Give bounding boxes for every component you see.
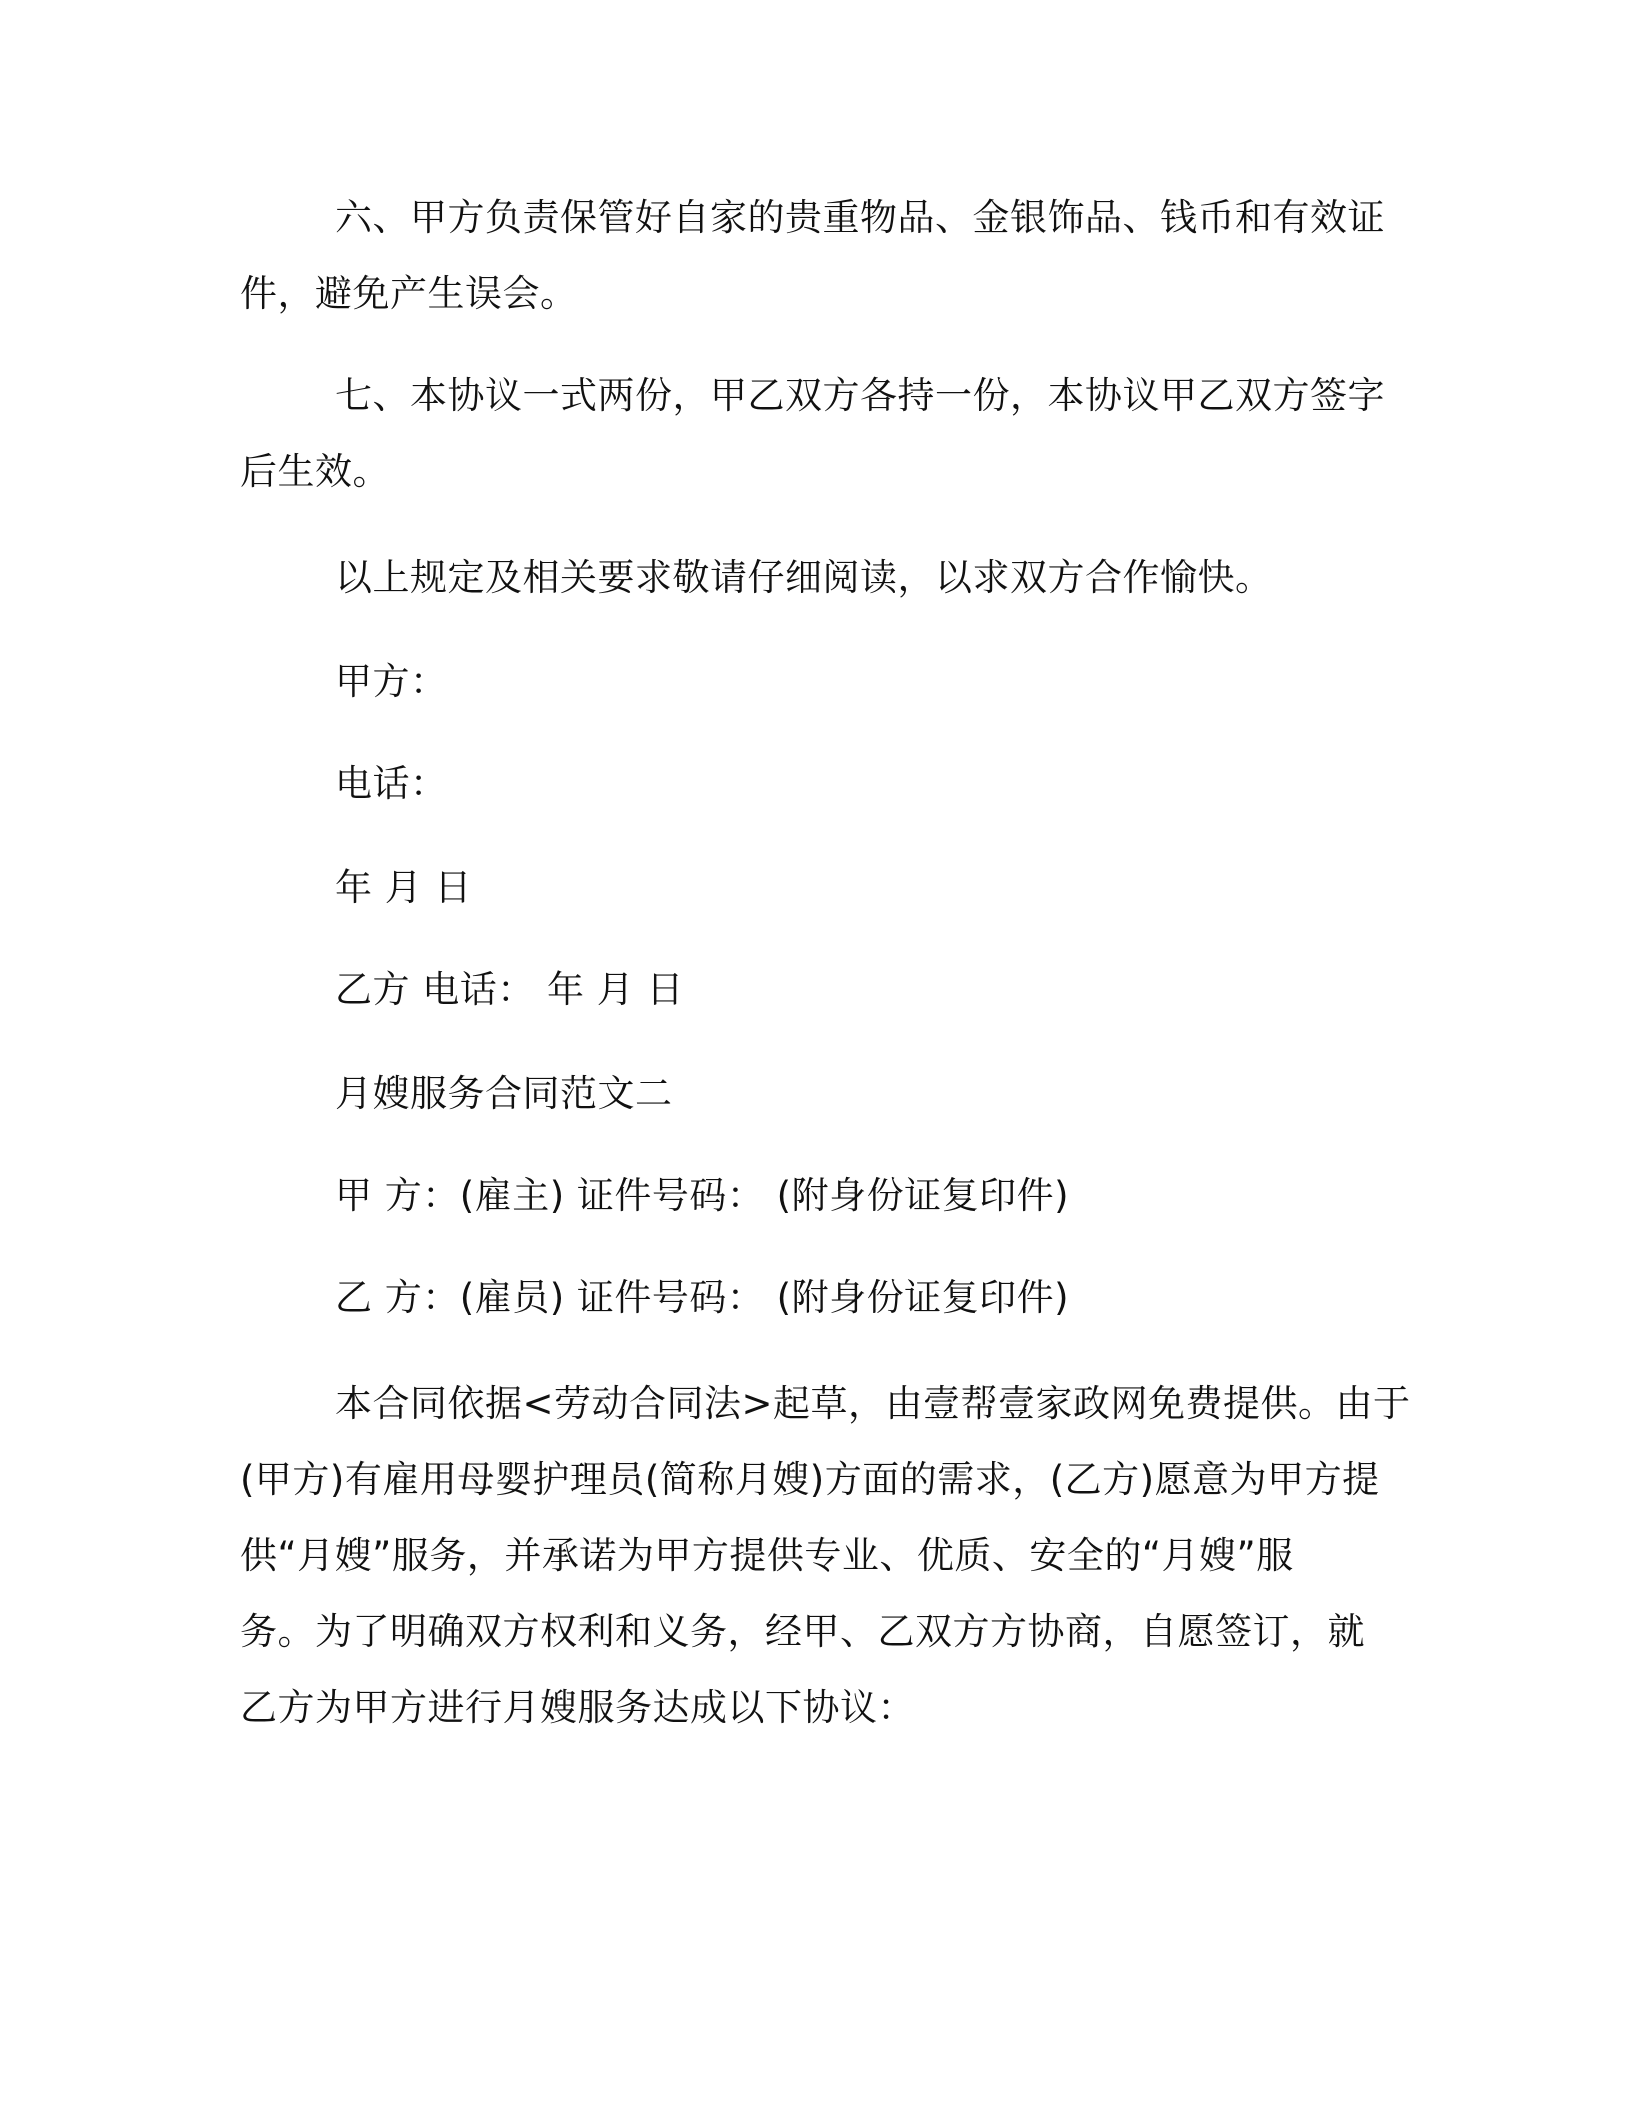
- party-a-info: 甲 方：(雇主) 证件号码： (附身份证复印件): [335, 1174, 1070, 1217]
- clause-6-line-1: 六、甲方负责保管好自家的贵重物品、金银饰品、钱币和有效证: [335, 196, 1385, 239]
- date-a: 年 月 日: [335, 866, 473, 909]
- preamble-line-3: 供“月嫂”服务，并承诺为甲方提供专业、优质、安全的“月嫂”服: [240, 1534, 1294, 1577]
- notice-text: 以上规定及相关要求敬请仔细阅读，以求双方合作愉快。: [335, 556, 1273, 599]
- section-title: 月嫂服务合同范文二: [335, 1072, 673, 1115]
- phone-label: 电话：: [335, 762, 448, 805]
- clause-6-line-2: 件，避免产生误会。: [240, 272, 578, 315]
- preamble-line-4: 务。为了明确双方权利和义务，经甲、乙双方方协商，自愿签订，就: [240, 1610, 1365, 1653]
- preamble-line-1: 本合同依据<劳动合同法>起草，由壹帮壹家政网免费提供。由于: [335, 1382, 1411, 1425]
- clause-7-line-2: 后生效。: [240, 450, 390, 493]
- preamble-line-2: (甲方)有雇用母婴护理员(简称月嫂)方面的需求，(乙方)愿意为甲方提: [240, 1458, 1380, 1501]
- party-b-info: 乙 方：(雇员) 证件号码： (附身份证复印件): [335, 1276, 1070, 1319]
- party-b-phone-date: 乙方 电话： 年 月 日: [335, 968, 685, 1011]
- clause-7-line-1: 七、本协议一式两份，甲乙双方各持一份，本协议甲乙双方签字: [335, 374, 1385, 417]
- preamble-line-5: 乙方为甲方进行月嫂服务达成以下协议：: [240, 1686, 915, 1729]
- party-a-label: 甲方：: [335, 660, 448, 703]
